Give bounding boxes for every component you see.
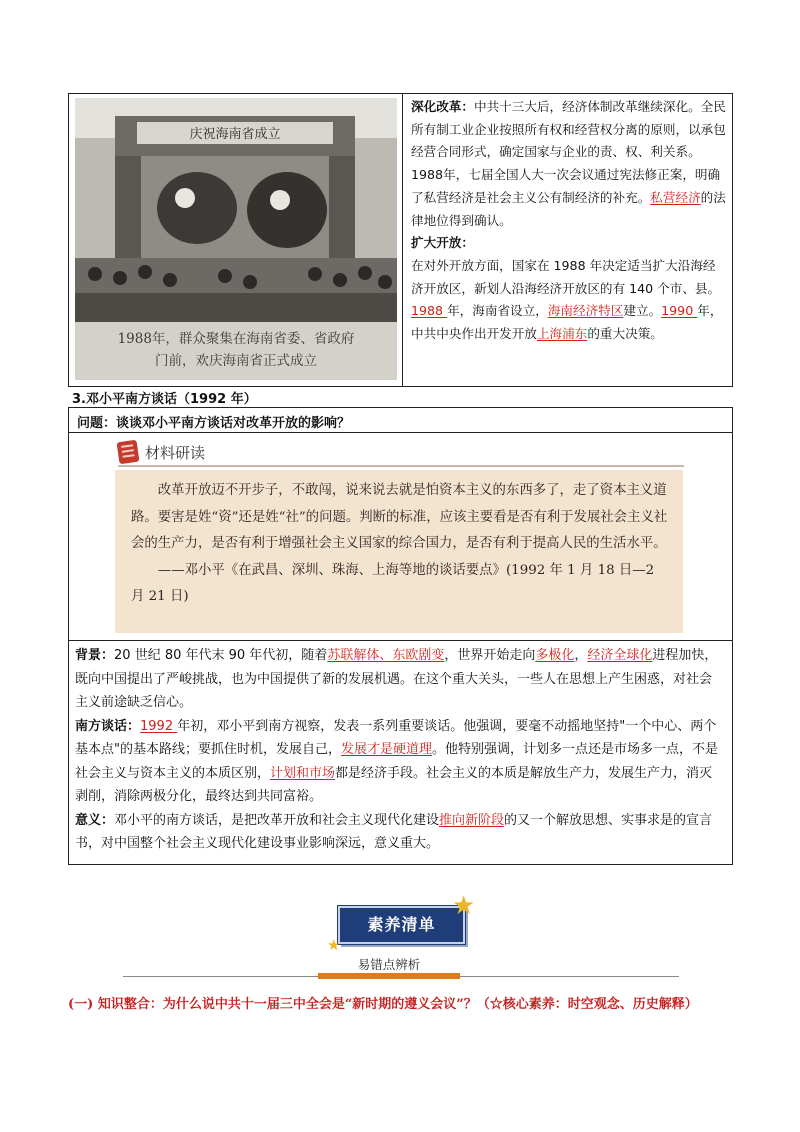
section-title: 3.邓小平南方谈话（1992 年）: [72, 392, 257, 407]
southern-talk-paragraph: 南方谈话：1992 年初，邓小平到南方视察，发表一系列重要谈话。他强调，要毫不动摇地坚持"一个中心、两个基本点"的基本路线；要抓住时机，发展自己，发展才是硬道理。他特别强调，计划多一点还是市场多一点，不是社会主义与资本主义的本质区别，计划和市场都是经济手段。社会主义的本质是解放生产力，发展生产力，消灭剥削，消除两极分化，最终达到共同富裕。: [75, 718, 719, 804]
deepen-reform-paragraph: 深化改革：中共十三大后，经济体制改革继续深化。全民所有制工业企业按照所有权和经营权分离的原则，以承包经营合同形式，确定国家与企业的责、权、利关系。1988年，七届全国人大一次会议通过宪法修正案，明确了私营经济是社会主义公有制经济的补充。私营经济的法律地位得到确认。: [411, 99, 726, 228]
quote-box: [115, 470, 683, 633]
significance-paragraph: 意义：邓小平的南方谈话，是把改革开放和社会主义现代化建设推向新阶段的又一个解放思想、实事求是的宣言书，对中国整个社会主义现代化建设事业影响深远，意义重大。: [75, 812, 713, 851]
caption-line-2: 门前，欢庆海南省正式成立: [155, 353, 317, 369]
book-icon: [117, 440, 140, 465]
caption-line-1: 1988年，群众聚集在海南省委、省政府: [117, 331, 355, 347]
analysis-row: [68, 640, 733, 865]
highlight-private-economy: 私营经济: [650, 189, 701, 205]
background-paragraph: 背景：20 世纪 80 年代末 90 年代初，随着苏联解体、东欧剧变，世界开始走向多极化，经济全球化进程加快，既向中国提出了严峻挑战，也为中国提供了新的发展机遇。在这个重大关头，一些人在思想上产生困惑，对社会主义前途缺乏信心。: [75, 648, 718, 710]
material-row: [68, 432, 733, 641]
expand-opening-label: 扩大开放：: [411, 235, 474, 251]
subheader-rule-right: [457, 976, 679, 977]
subheader-title: 易错点辨析: [357, 957, 421, 972]
quote-text: 改革开放迈不开步子，不敢闯，说来说去就是怕资本主义的东西多了，走了资本主义道路。要害是姓“资”还是姓“社”的问题。判断的标准，应该主要看是否有利于发展社会主义社会的生产力，是否有利于增强社会主义国家的综合国力，是否有利于提高人民的生活水平。: [131, 483, 668, 551]
section-banner: 素养清单: [338, 906, 465, 944]
star-icon: ★: [327, 936, 341, 954]
material-title: 材料研读: [145, 444, 206, 462]
star-icon: ★: [452, 891, 476, 921]
question-row: 问题：谈谈邓小平南方谈话对改革开放的影响？: [68, 407, 733, 433]
reform-text-cell: [403, 94, 732, 386]
photo-caption: [75, 322, 397, 380]
historical-photo: [75, 98, 397, 380]
material-divider: [118, 465, 684, 467]
top-content-table: [68, 93, 733, 387]
quote-source: ——邓小平《在武昌、深圳、珠海、上海等地的谈话要点》(1992 年 1 月 18 日—2 月 21 日): [131, 562, 655, 604]
deepen-reform-label: 深化改革：: [411, 99, 474, 114]
photo-cell: [69, 94, 403, 386]
subheader-accent-bar: [318, 973, 460, 979]
hainan-celebration-image: [75, 98, 397, 322]
expand-opening-paragraph: 在对外开放方面，国家在 1988 年决定适当扩大沿海经济开放区，新划人沿海经济开放区的有 140 个市、县。1988 年，海南省设立，海南经济特区建立。1990 年，中共中央作出开发开放上海浦东的重大决策。: [411, 257, 723, 342]
knowledge-integration-question: (一) 知识整合：为什么说中共十一届三中全会是“新时期的遵义会议”？（☆核心素养：时空观念、历史解释）: [68, 997, 698, 1012]
sign-text: 庆祝海南省成立: [189, 127, 281, 142]
subheader-rule-left: [123, 976, 320, 977]
